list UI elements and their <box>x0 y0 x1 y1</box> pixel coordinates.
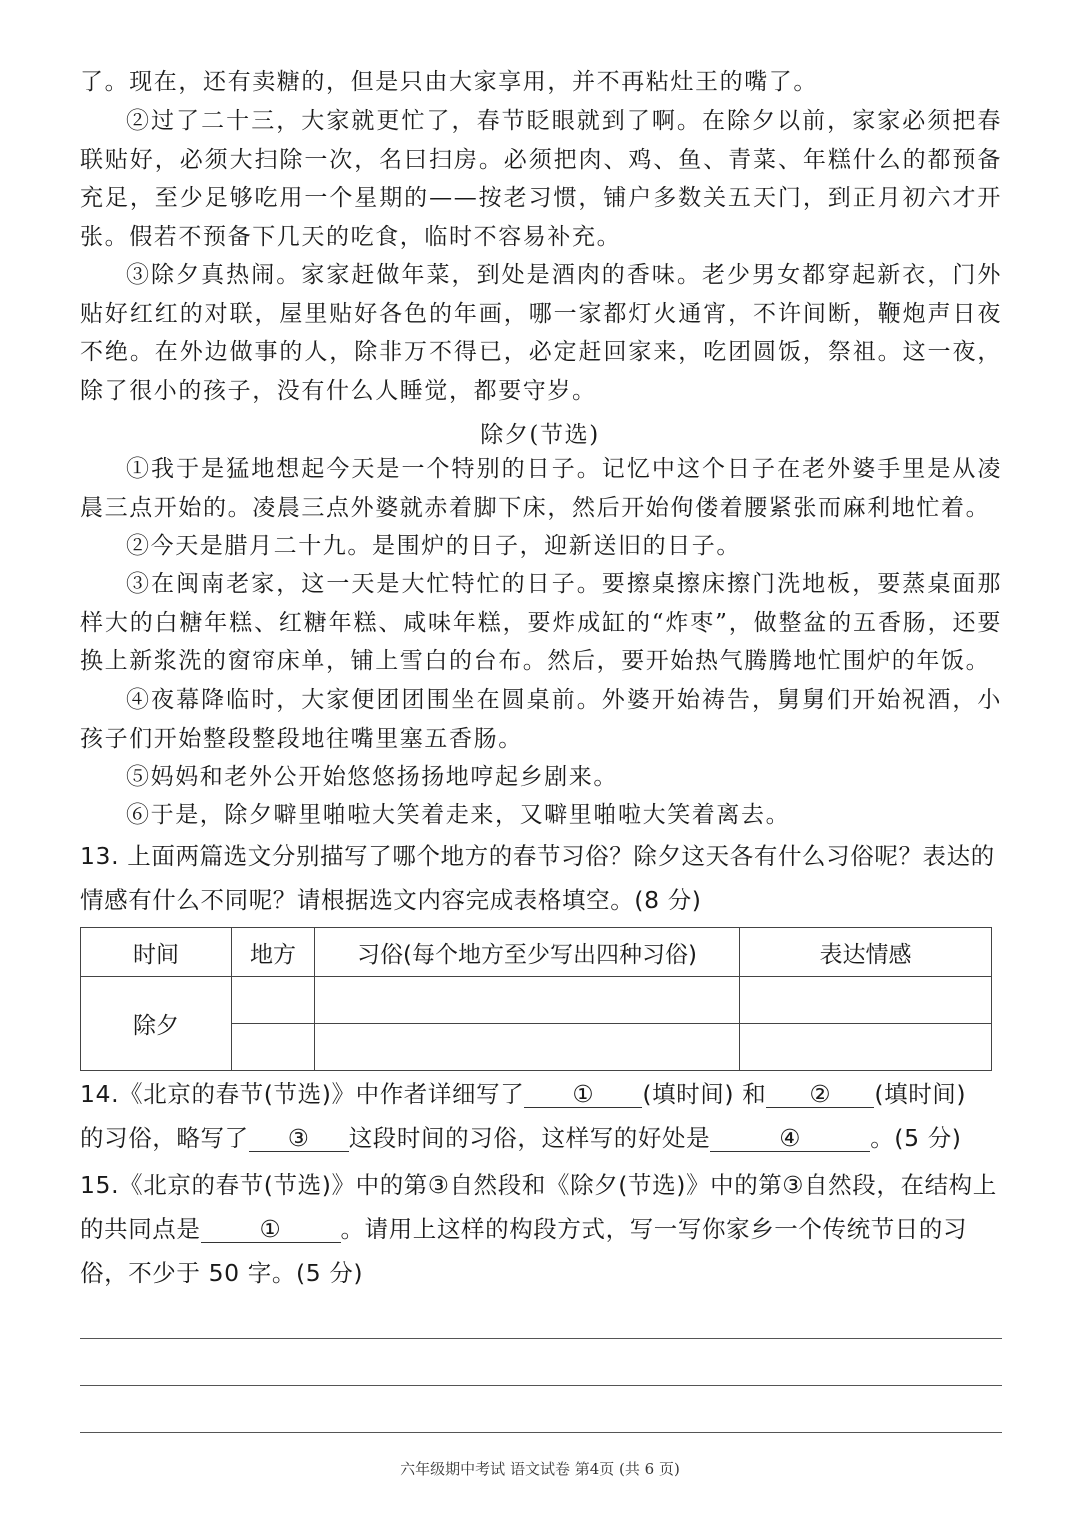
q15-text: 15.《北京的春节(节选)》中的第③自然段和《除夕(节选)》中的第③自然段，在结构上的共同点是 <box>80 1171 997 1243</box>
cell-customs-1[interactable] <box>315 977 740 1024</box>
passage2-paragraph-4: ④夜幕降临时，大家便团团围坐在圆桌前。外婆开始祷告，舅舅们开始祝酒，小孩子们开始整段整段地往嘴里塞五香肠。 <box>80 687 1002 752</box>
question-13: 13. 上面两篇选文分别描写了哪个地方的春节习俗？除夕这天各有什么习俗呢？表达的情感有什么不同呢？请根据选文内容完成表格填空。(8 分) <box>80 842 995 914</box>
passage1-paragraph-3: ③除夕真热闹。家家赶做年菜，到处是酒肉的香味。老少男女都穿起新衣，门外贴好红红的对联，屋里贴好各色的年画，哪一家都灯火通宵，不许间断，鞭炮声日夜不绝。在外边做事的人，除非万不得已，必定赶回家来，吃团圆饭，祭祖。这一夜，除了很小的孩子，没有什么人睡觉，都要守岁。 <box>80 262 1002 404</box>
passage1-paragraph-2: ②过了二十三，大家就更忙了，春节眨眼就到了啊。在除夕以前，家家必须把春联贴好，必须大扫除一次，名曰扫房。必须把肉、鸡、鱼、青菜、年糕什么的都预备充足，至少足够吃用一个星期的——按老习惯，铺户多数关五天门，到正月初六才开张。假若不预备下几天的吃食，临时不容易补充。 <box>80 108 1002 250</box>
passage2-paragraph-1: ①我于是猛地想起今天是一个特别的日子。记忆中这个日子在老外婆手里是从凌晨三点开始的。凌晨三点外婆就赤着脚下床，然后开始佝偻着腰紧张而麻利地忙着。 <box>80 456 1002 521</box>
cell-customs-2[interactable] <box>315 1024 740 1071</box>
answer-writing-line[interactable] <box>80 1338 1002 1339</box>
q14-blank-3[interactable]: ③ <box>249 1125 349 1152</box>
answer-writing-line[interactable] <box>80 1432 1002 1433</box>
q15-blank-1[interactable]: ① <box>201 1216 341 1243</box>
answer-writing-line[interactable] <box>80 1385 1002 1386</box>
header-emotion: 表达情感 <box>740 928 992 977</box>
question-15 <box>80 1163 1002 1295</box>
answer-table <box>80 927 992 1071</box>
cell-emotion-2[interactable] <box>740 1024 992 1071</box>
header-place: 地方 <box>232 928 315 977</box>
q14-blank-2[interactable]: ② <box>766 1081 874 1108</box>
q15-text: 。请用上这样的构段方式，写一写你家乡一个传统节日的习俗，不少于 50 字。(5 分) <box>80 1215 968 1287</box>
answer-table-header-row <box>81 928 992 977</box>
answer-table-row <box>81 977 992 1024</box>
row-label-chuxi: 除夕 <box>81 977 232 1071</box>
header-customs: 习俗(每个地方至少写出四种习俗) <box>315 928 740 977</box>
q14-text: 的习俗，略写了 <box>80 1124 249 1152</box>
header-time: 时间 <box>81 928 232 977</box>
passage2-paragraph-6: ⑥于是，除夕噼里啪啦大笑着走来，又噼里啪啦大笑着离去。 <box>126 802 791 828</box>
cell-emotion-1[interactable] <box>740 977 992 1024</box>
q14-text: 14.《北京的春节(节选)》中作者详细写了 <box>80 1080 525 1108</box>
passage2-paragraph-2: ②今天是腊月二十九。是围炉的日子，迎新送旧的日子。 <box>126 533 741 559</box>
question-14 <box>80 1072 1002 1160</box>
q14-blank-1[interactable]: ① <box>524 1081 642 1108</box>
cell-place-1[interactable] <box>232 977 315 1024</box>
q14-text: (填时间) <box>874 1080 967 1108</box>
q14-text: 。(5 分) <box>870 1124 962 1152</box>
q14-text: 这段时间的习俗，这样写的好处是 <box>348 1124 711 1152</box>
passage1-continuation: 了。现在，还有卖糖的，但是只由大家享用，并不再粘灶王的嘴了。 <box>80 69 818 95</box>
page-footer: 六年级期中考试 语文试卷 第4页 (共 6 页) <box>400 1460 680 1478</box>
passage2-title: 除夕(节选) <box>480 422 600 448</box>
q14-blank-4[interactable]: ④ <box>710 1125 870 1152</box>
passage2-paragraph-5: ⑤妈妈和老外公开始悠悠扬扬地哼起乡剧来。 <box>126 764 618 790</box>
cell-place-2[interactable] <box>232 1024 315 1071</box>
q14-text: (填时间) 和 <box>642 1080 767 1108</box>
passage2-paragraph-3: ③在闽南老家，这一天是大忙特忙的日子。要擦桌擦床擦门洗地板，要蒸桌面那样大的白糖年糕、红糖年糕、咸味年糕，要炸成缸的“炸枣”，做整盆的五香肠，还要换上新浆洗的窗帘床单，铺上雪白的台布。然后，要开始热气腾腾地忙围炉的年饭。 <box>80 571 1002 675</box>
